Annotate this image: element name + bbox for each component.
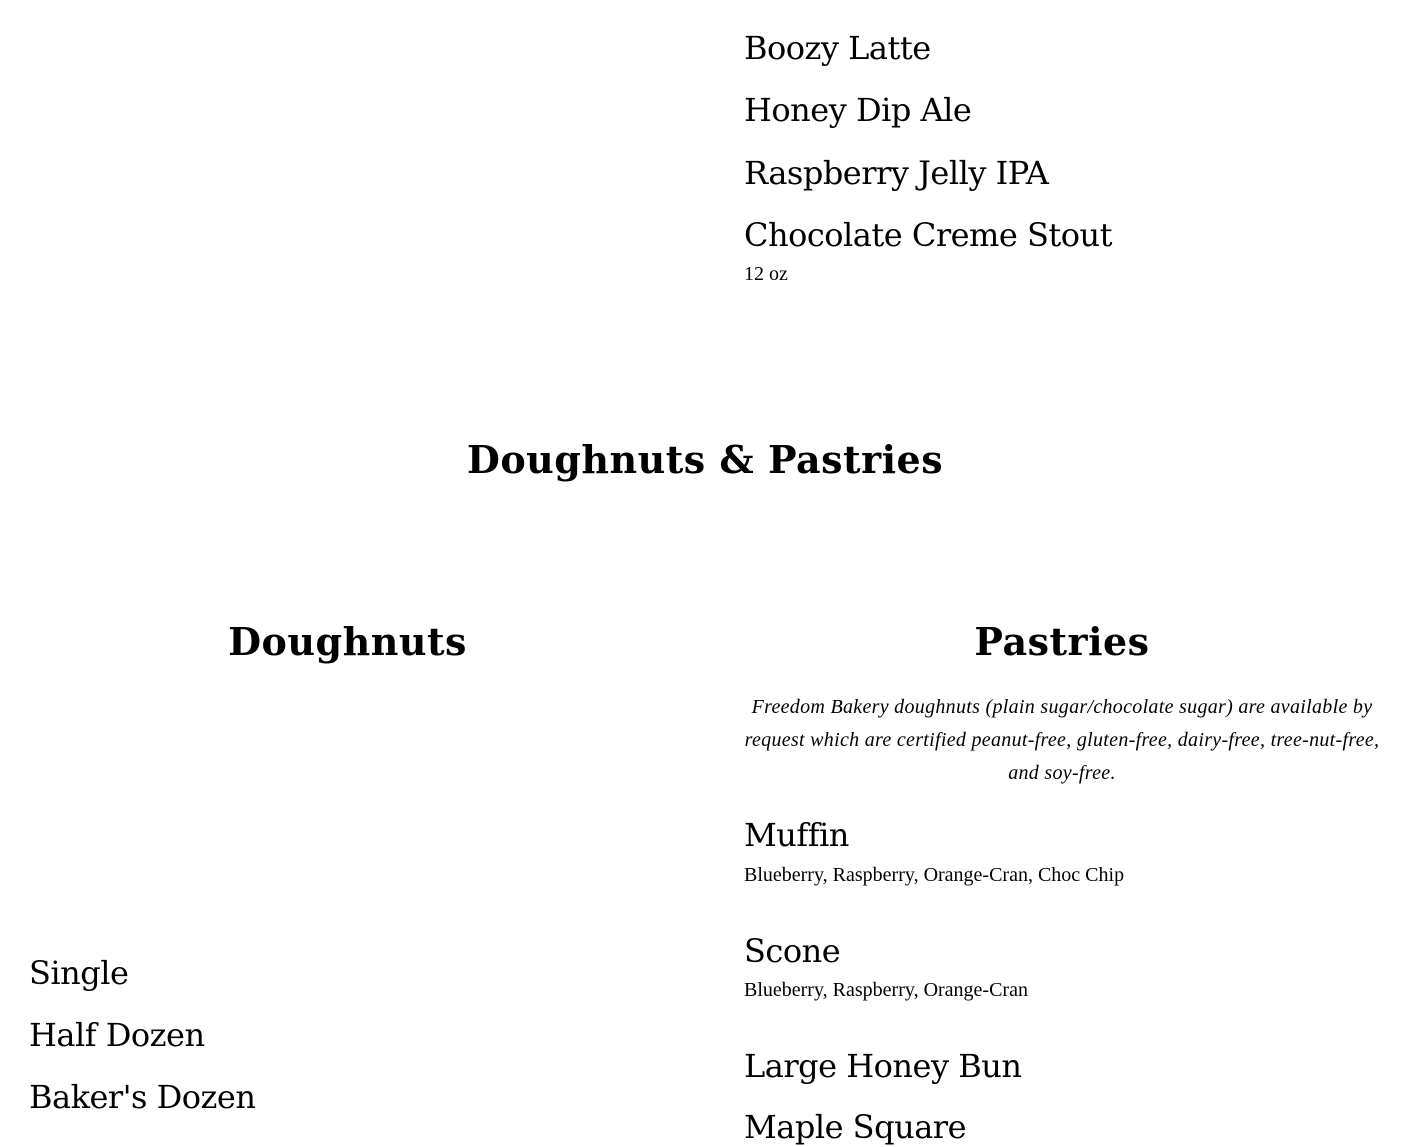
menu-item-single: Single [29, 954, 129, 992]
menu-item-boozy-latte: Boozy Latte [744, 29, 931, 67]
section-title: Doughnuts & Pastries [466, 437, 944, 482]
menu-item-muffin: Muffin [744, 816, 849, 854]
pastries-heading: Pastries [974, 619, 1150, 664]
doughnuts-heading: Doughnuts [228, 619, 467, 664]
menu-item-large-honey-bun: Large Honey Bun [744, 1047, 1022, 1085]
menu-item-scone: Scone [744, 932, 841, 970]
menu-item-raspberry-jelly-ipa: Raspberry Jelly IPA [744, 154, 1049, 192]
scone-description: Blueberry, Raspberry, Orange-Cran [744, 979, 1028, 1001]
menu-item-honey-dip-ale: Honey Dip Ale [744, 91, 972, 129]
beer-size-label: 12 oz [744, 263, 788, 285]
menu-item-chocolate-creme-stout: Chocolate Creme Stout [744, 216, 1113, 254]
allergen-note: Freedom Bakery doughnuts (plain sugar/chocolate sugar) are available by request which are certified peanut-free, gluten-free, dairy-free, tree-nut-free, and soy-free. [744, 696, 1380, 784]
menu-item-half-dozen: Half Dozen [29, 1016, 205, 1054]
menu-item-maple-square: Maple Square [744, 1108, 966, 1146]
muffin-description: Blueberry, Raspberry, Orange-Cran, Choc Chip [744, 864, 1125, 886]
menu-item-bakers-dozen: Baker's Dozen [29, 1078, 256, 1116]
